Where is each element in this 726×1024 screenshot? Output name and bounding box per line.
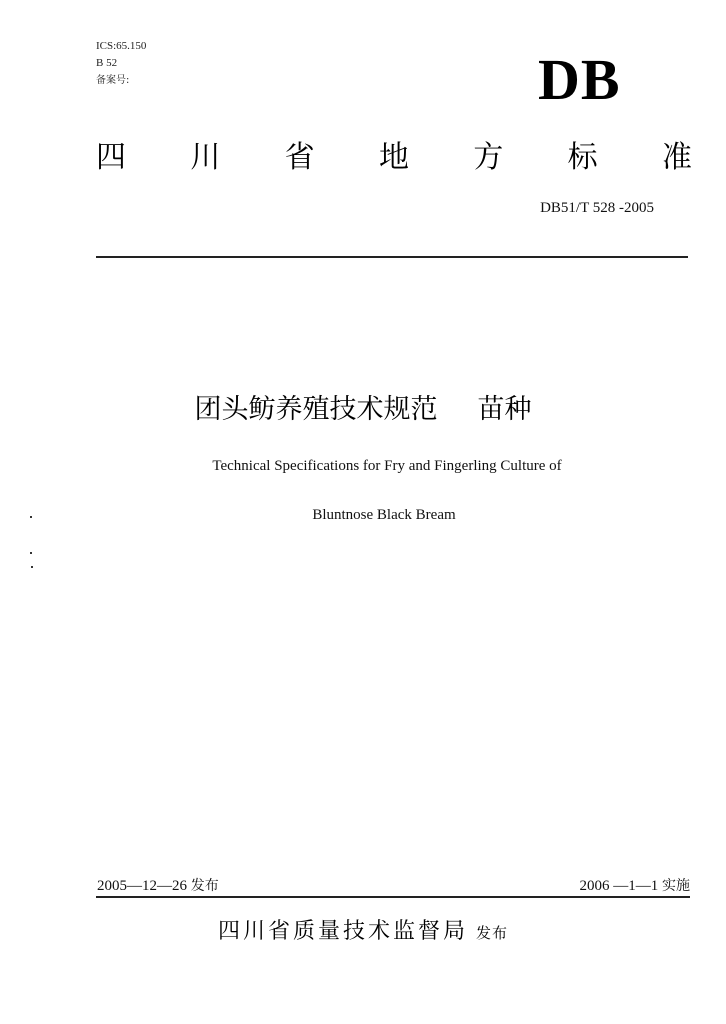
document-title-cn bbox=[0, 392, 726, 428]
scan-speck bbox=[30, 552, 32, 554]
db-logo: DB bbox=[538, 47, 621, 112]
standard-type-char: 准 bbox=[661, 140, 692, 175]
scan-speck bbox=[30, 516, 32, 518]
footer-divider bbox=[96, 896, 690, 898]
standard-type-char: 省 bbox=[284, 140, 315, 175]
filing-number-label: 备案号: bbox=[96, 75, 130, 86]
document-title-en-line2: Bluntnose Black Bream bbox=[312, 507, 456, 523]
standard-type-char: 四 bbox=[96, 140, 126, 175]
classification-block bbox=[96, 38, 146, 89]
issue-label: 发布 bbox=[190, 878, 219, 894]
issue-date-block bbox=[97, 875, 219, 895]
issuer-action: 发布 bbox=[476, 924, 509, 942]
implement-label: 实施 bbox=[662, 878, 690, 894]
standard-type-char: 方 bbox=[473, 140, 504, 175]
issuer-name: 四川省质量技术监督局 bbox=[217, 919, 468, 944]
ccs-code: B 52 bbox=[96, 57, 118, 69]
scan-speck bbox=[31, 566, 33, 568]
standard-type-char: 地 bbox=[378, 140, 409, 175]
ics-code: ICS:65.150 bbox=[96, 40, 147, 52]
title-cn-sub: 苗种 bbox=[477, 394, 532, 425]
implement-date: 2006 —1—1 bbox=[579, 878, 659, 894]
standard-type-title bbox=[96, 138, 692, 178]
standard-number: DB51/T 528 -2005 bbox=[540, 200, 654, 216]
standard-type-char: 标 bbox=[567, 140, 598, 175]
standard-type-char: 川 bbox=[190, 140, 221, 175]
issuing-authority bbox=[0, 916, 726, 949]
issue-date: 2005—12—26 bbox=[97, 878, 187, 894]
title-cn-main: 团头鲂养殖技术规范 bbox=[194, 394, 438, 425]
header-divider bbox=[96, 256, 688, 258]
implement-date-block bbox=[580, 875, 691, 895]
document-title-en-line1: Technical Specifications for Fry and Fingerling Culture of bbox=[212, 458, 562, 474]
